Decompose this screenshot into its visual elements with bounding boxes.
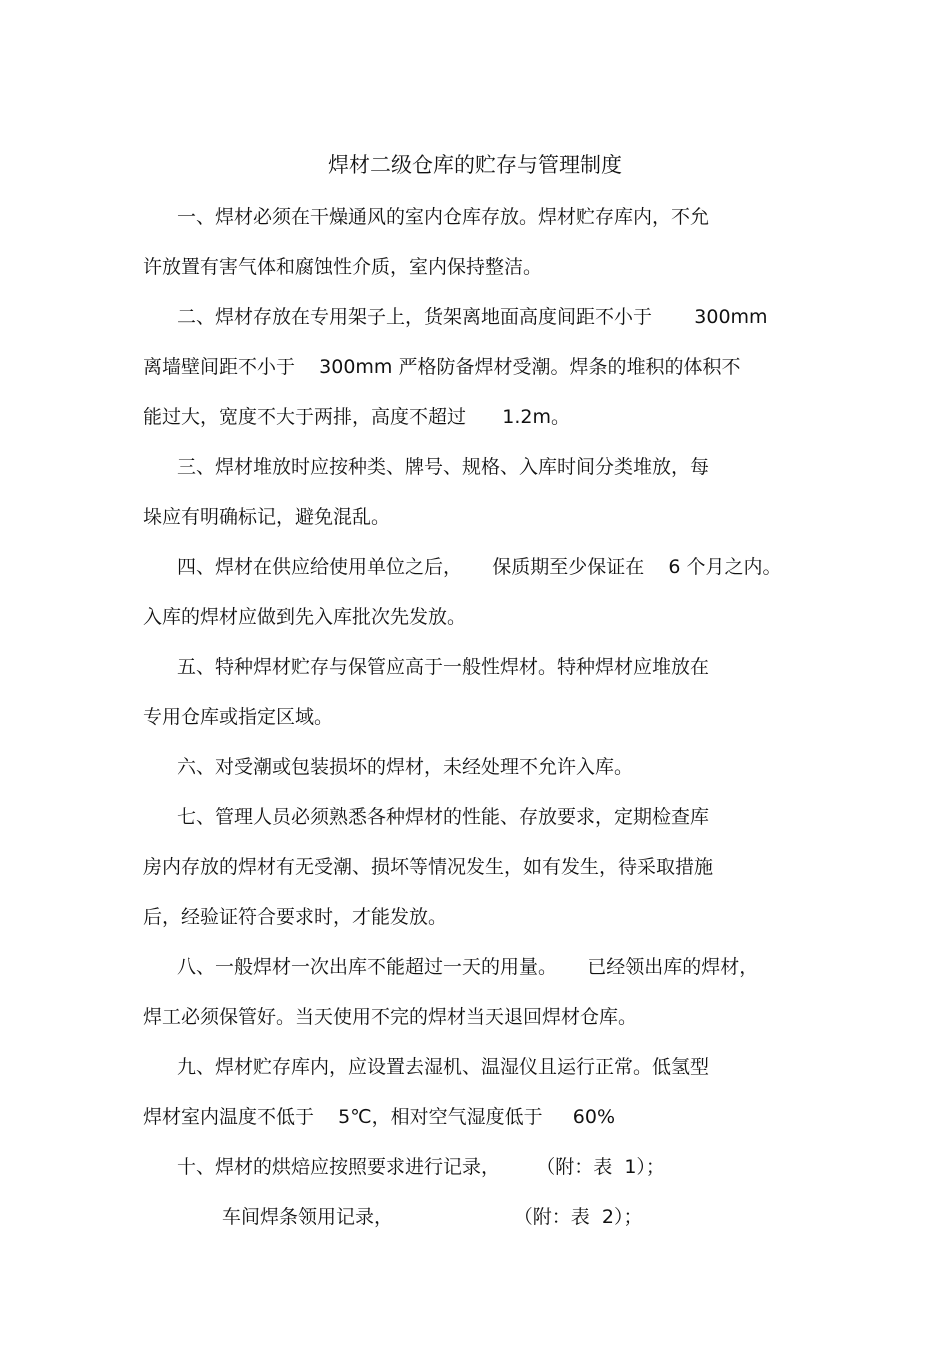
paragraph-5-line-2: 专用仓库或指定区域。: [143, 706, 334, 728]
paragraph-9-line-2: 焊材室内温度不低于 5℃，相对空气湿度低于 60%: [143, 1106, 616, 1128]
paragraph-2-line-2: 离墙壁间距不小于 300mm 严格防备焊材受潮。焊条的堆积的体积不: [143, 356, 741, 378]
document-title: 焊材二级仓库的贮存与管理制度: [328, 153, 622, 177]
paragraph-3-line-1: 三、焊材堆放时应按种类、牌号、规格、入库时间分类堆放，每: [177, 456, 710, 478]
paragraph-5-line-1: 五、特种焊材贮存与保管应高于一般性焊材。特种焊材应堆放在: [177, 656, 710, 678]
paragraph-10-sub-line: 车间焊条领用记录， （附：表 2）；: [222, 1206, 643, 1228]
paragraph-8-line-1: 八、一般焊材一次出库不能超过一天的用量。 已经领出库的焊材，: [177, 956, 759, 978]
paragraph-7-line-1: 七、管理人员必须熟悉各种焊材的性能、存放要求，定期检查库: [177, 806, 710, 828]
paragraph-2-line-3: 能过大，宽度不大于两排，高度不超过 1.2m。: [143, 406, 570, 428]
paragraph-3-line-2: 垛应有明确标记，避免混乱。: [143, 506, 391, 528]
paragraph-6-line-1: 六、对受潮或包装损坏的焊材，未经处理不允许入库。: [177, 756, 634, 778]
paragraph-7-line-3: 后，经验证符合要求时，才能发放。: [143, 906, 448, 928]
paragraph-4-line-2: 入库的焊材应做到先入库批次先发放。: [143, 606, 467, 628]
paragraph-1-line-1: 一、焊材必须在干燥通风的室内仓库存放。焊材贮存库内，不允: [177, 206, 710, 228]
paragraph-4-line-1: 四、焊材在供应给使用单位之后， 保质期至少保证在 6 个月之内。: [177, 556, 782, 578]
paragraph-2-line-1: 二、焊材存放在专用架子上，货架离地面高度间距不小于 300mm: [177, 306, 768, 328]
paragraph-7-line-2: 房内存放的焊材有无受潮、损坏等情况发生，如有发生，待采取措施: [143, 856, 714, 878]
paragraph-1-line-2: 许放置有害气体和腐蚀性介质，室内保持整洁。: [143, 256, 543, 278]
paragraph-9-line-1: 九、焊材贮存库内，应设置去湿机、温湿仪且运行正常。低氢型: [177, 1056, 710, 1078]
paragraph-8-line-2: 焊工必须保管好。当天使用不完的焊材当天退回焊材仓库。: [143, 1006, 638, 1028]
paragraph-10-line-1: 十、焊材的烘焙应按照要求进行记录， （附：表 1）；: [177, 1156, 665, 1178]
